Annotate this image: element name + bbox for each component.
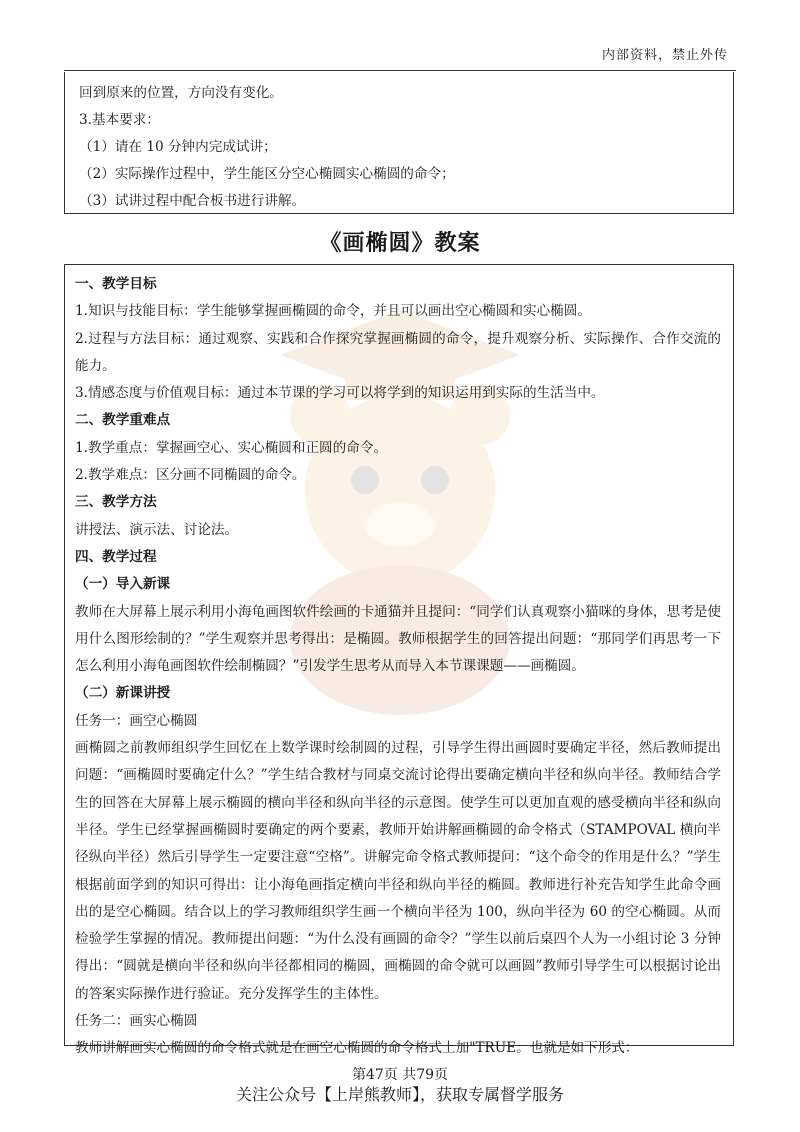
page-title: 《画椭圆》教案 (319, 230, 481, 256)
requirements-line: （1）请在 10 分钟内完成试讲； (79, 139, 277, 155)
subsection-heading: （二）新课讲授 (75, 685, 171, 702)
section-heading: 二、教学重难点 (75, 412, 171, 429)
paragraph: 讲授法、演示法、讨论法。 (75, 521, 239, 538)
task-heading: 任务一：画空心椭圆 (75, 712, 198, 729)
paragraph: 1.知识与技能目标：学生能够掌握画椭圆的命令，并且可以画出空心椭圆和实心椭圆。 (75, 303, 591, 320)
paragraph: 教师讲解画实心椭圆的命令格式就是在画空心椭圆的命令格式上加"TRUE。也就是如下形式： (75, 1040, 639, 1057)
requirements-line: （2）实际操作过程中，学生能区分空心椭圆实心椭圆的命令； (79, 166, 455, 182)
task-heading: 任务二：画实心椭圆 (75, 1013, 198, 1030)
paragraph: 画椭圆之前教师组织学生回忆在上数学课时绘制圆的过程，引导学生得出画圆时要确定半径，然后教师提出问题：“画椭圆时要确定什么？”学生结合教材与同桌交流讨论得出要确定横向半径和纵向半径。教师结合学生的回答在大屏幕上展示椭圆的横向半径和纵向半径的示意图。使学生可以更加直观的感受横向半径和纵向半径。学生已经掌握画椭圆时要确定的两个要素，教师开始讲解画椭圆的命令格式（STAMPOVAL 横向半径纵向半径）然后引导学生一定要注意“空格”。讲解完命令格式教师提问：“这个命令的作用是什么？”学生根据前面学到的知识可得出：让小海龟画指定横向半径和纵向半径的椭圆。教师进行补充告知学生此命令画出的是空心椭圆。结合以上的学习教师组织学生画一个横向半径为 100，纵向半径为 60 的空心椭圆。从而检验学生掌握的情况。教师提出问题：“为什么没有画圆的命令？”学生以前后桌四个人为一小组讨论 3 分钟得出：“圆就是横向半径和纵向半径都相同的椭圆，画椭圆的命令就可以画圆”教师引导学生可以根据讨论出的答案实际操作进行验证。充分发挥学生的主体性。 (75, 740, 721, 1002)
subsection-heading: （一）导入新课 (75, 576, 171, 593)
requirements-line: 3.基本要求： (79, 112, 160, 128)
lesson-plan-box (64, 264, 734, 1057)
section-heading: 一、教学目标 (75, 276, 157, 292)
promo-text: 关注公众号【上岸熊教师】，获取专属督学服务 (235, 1085, 564, 1104)
paragraph: 1.教学重点：掌握画空心、实心椭圆和正圆的命令。 (75, 439, 388, 456)
requirements-line: （3）试讲过程中配合板书进行讲解。 (79, 193, 306, 209)
paragraph: 教师在大屏幕上展示利用小海龟画图软件绘画的卡通猫并且提问：“同学们认真观察小猫咪的身体，思考是使用什么图形绘制的？”学生观察并思考得出：是椭圆。教师根据学生的回答提出问题：“那同学们再思考一下怎么利用小海龟画图软件绘制椭圆？”引发学生思考从而导入本节课课题——画椭圆。 (75, 603, 721, 675)
paragraph: 3.情感态度与价值观目标：通过本节课的学习可以将学到的知识运用到实际的生活当中。 (75, 385, 605, 402)
header-divider (64, 70, 736, 71)
requirements-box (64, 72, 734, 214)
confidential-note: 内部资料，禁止外传 (601, 48, 728, 63)
paragraph: 2.过程与方法目标：通过观察、实践和合作探究掌握画椭圆的命令，提升观察分析、实际操作、合作交流的能力。 (75, 330, 721, 374)
section-heading: 三、教学方法 (75, 494, 157, 511)
page-number: 第47页 共79页 (351, 1067, 449, 1083)
requirements-line: 回到原来的位置，方向没有变化。 (79, 85, 283, 101)
section-heading: 四、教学过程 (75, 548, 157, 565)
paragraph: 2.教学难点：区分画不同椭圆的命令。 (75, 467, 306, 484)
